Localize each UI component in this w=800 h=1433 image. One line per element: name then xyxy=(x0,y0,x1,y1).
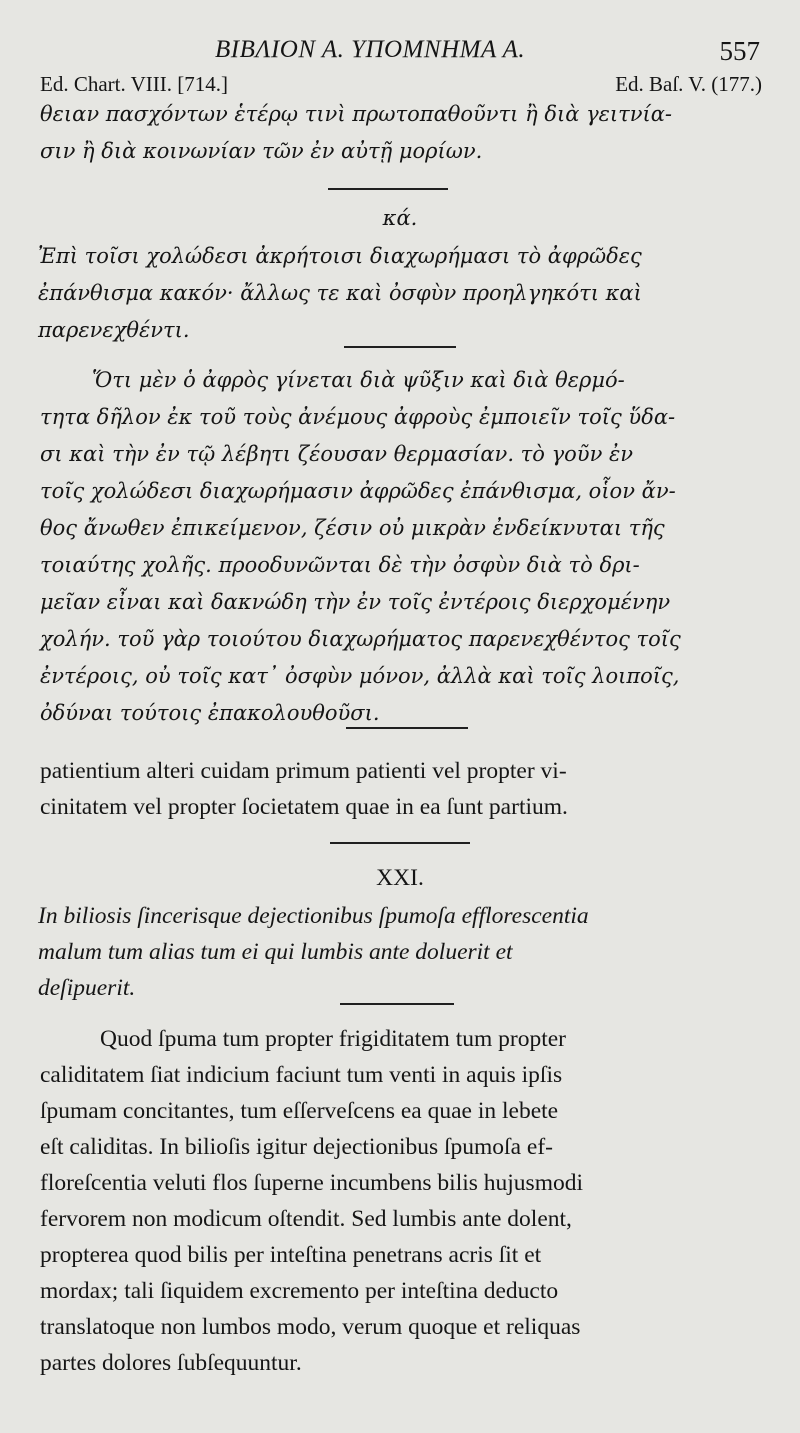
greek-commentary xyxy=(40,362,765,732)
latin-line: In biliosis ſincerisque dejectionibus ſpumoſa efflorescentia xyxy=(38,903,589,929)
latin-line: floreſcentia veluti flos ſuperne incumbens bilis hujusmodi xyxy=(40,1170,584,1196)
page-number: 557 xyxy=(719,36,760,66)
greek-line: χολήν. τοῦ γὰρ τοιούτου διαχωρήματος παρενεχθέντος τοῖς xyxy=(40,627,681,651)
greek-continuation xyxy=(40,96,765,170)
latin-line: cinitatem vel propter ſocietatem quae in ea ſunt partium. xyxy=(40,794,568,820)
latin-line: mordax; tali ſiquidem excremento per inteſtina deducto xyxy=(40,1278,559,1304)
greek-line: παρενεχθέντι. xyxy=(38,318,190,342)
running-title: ΒΙΒΛΙΟΝ Α. ΥΠΟΜΝΗΜΑ Α. xyxy=(215,36,526,63)
divider-rule xyxy=(346,727,468,729)
divider-rule xyxy=(344,346,456,348)
latin-continuation xyxy=(40,753,765,825)
greek-line: Ὅτι μὲν ὁ ἀφρὸς γίνεται διὰ ψῦξιν καὶ διὰ θερμό- xyxy=(92,368,625,392)
edition-chartier-ref: Ed. Chart. VIII. [714.] xyxy=(40,72,228,96)
divider-rule xyxy=(328,188,448,190)
latin-line: translatoque non lumbos modo, verum quoque et reliquas xyxy=(40,1314,581,1340)
latin-line: propterea quod bilis per inteſtina penetrans acris ſit et xyxy=(40,1242,542,1268)
greek-line: τοιαύτης χολῆς. προοδυνῶνται δὲ τὴν ὀσφὺν διὰ τὸ δρι- xyxy=(40,553,640,577)
greek-line: ὀδύναι τούτοις ἐπακολουθοῦσι. xyxy=(40,701,380,725)
greek-line: σιν ἢ διὰ κοινωνίαν τῶν ἐν αὐτῇ μορίων. xyxy=(40,139,483,163)
latin-line: malum tum alias tum ei qui lumbis ante doluerit et xyxy=(38,939,513,965)
greek-line: ἐντέροις, οὐ τοῖς κατ᾽ ὀσφὺν μόνον, ἀλλὰ καὶ τοῖς λοιποῖς, xyxy=(40,664,680,688)
section-number-text: XXI. xyxy=(376,865,424,891)
section-number-text: κά. xyxy=(382,206,418,230)
latin-aphorism xyxy=(38,898,793,1006)
greek-line: θος ἄνωθεν ἐπικείμενον, ζέσιν οὐ μικρὰν ἐνδείκνυται τῆς xyxy=(40,516,665,540)
latin-line: ſpumam concitantes, tum eſſerveſcens ea quae in lebete xyxy=(40,1098,559,1124)
latin-line: eſt caliditas. In bilioſis igitur dejectionibus ſpumoſa ef- xyxy=(40,1134,553,1160)
greek-aphorism xyxy=(38,238,790,349)
greek-line: τοῖς χολώδεσι διαχωρήμασιν ἀφρῶδες ἐπάνθισμα, οἷον ἄν- xyxy=(40,479,676,503)
greek-line: θειαν πασχόντων ἑτέρῳ τινὶ πρωτοπαθοῦντι ἢ διὰ γειτνία- xyxy=(40,102,673,126)
latin-line: caliditatem ſiat indicium faciunt tum venti in aquis ipſis xyxy=(40,1062,563,1088)
divider-rule xyxy=(340,1003,454,1005)
latin-line: Quod ſpuma tum propter frigiditatem tum propter xyxy=(100,1026,566,1052)
edition-references xyxy=(40,72,762,98)
latin-line: deſipuerit. xyxy=(38,975,136,1001)
greek-section-number xyxy=(0,200,800,237)
greek-line: τητα δῆλον ἐκ τοῦ τοὺς ἀνέμους ἀφροὺς ἐμποιεῖν τοῖς ὕδα- xyxy=(40,405,676,429)
latin-commentary xyxy=(40,1021,768,1381)
edition-basel-ref: Ed. Baſ. V. (177.) xyxy=(615,72,762,96)
latin-line: fervorem non modicum oſtendit. Sed lumbis ante dolent, xyxy=(40,1206,572,1232)
latin-line: patientium alteri cuidam primum patienti vel propter vi- xyxy=(40,758,567,784)
divider-rule xyxy=(330,842,470,844)
greek-line: Ἐπὶ τοῖσι χολώδεσι ἀκρήτοισι διαχωρήμασι τὸ ἀφρῶδες xyxy=(38,244,642,268)
greek-line: σι καὶ τὴν ἐν τῷ λέβητι ζέουσαν θερμασίαν. τὸ γοῦν ἐν xyxy=(40,442,634,466)
latin-line: partes dolores ſubſequuntur. xyxy=(40,1350,302,1376)
running-head xyxy=(0,30,800,70)
latin-section-number xyxy=(0,860,800,896)
greek-line: ἐπάνθισμα κακόν· ἄλλως τε καὶ ὀσφὺν προηλγηκότι καὶ xyxy=(38,281,642,305)
greek-line: μεῖαν εἶναι καὶ δακνώδη τὴν ἐν τοῖς ἐντέροις διερχομένην xyxy=(40,590,671,614)
